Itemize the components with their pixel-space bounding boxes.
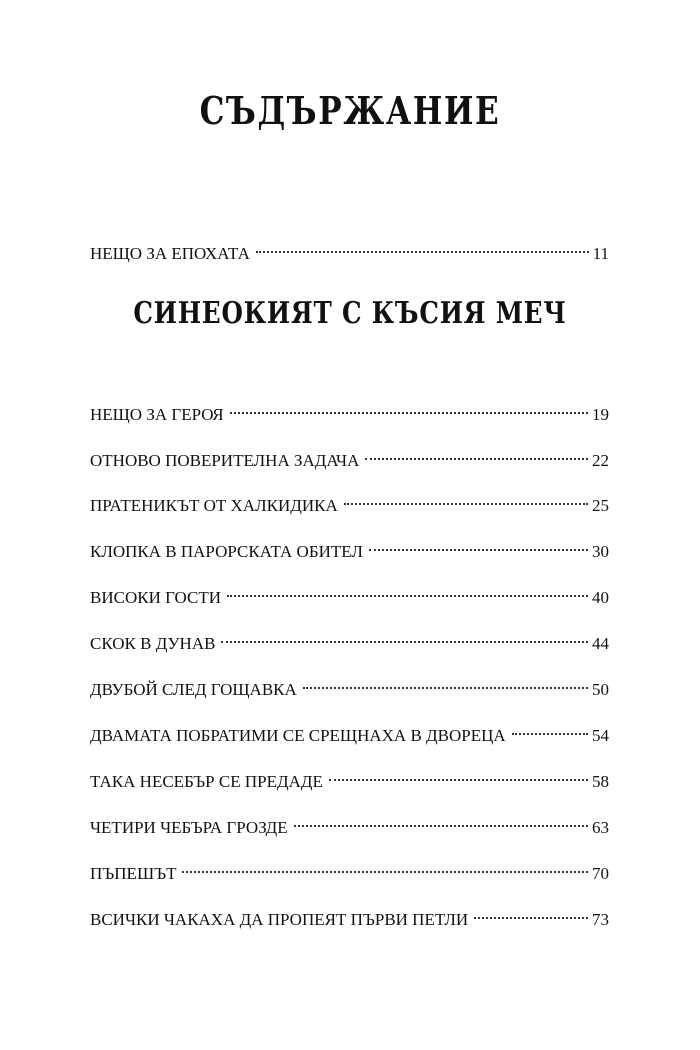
dot-leader bbox=[230, 412, 588, 414]
dot-leader bbox=[182, 871, 588, 873]
toc-entry-label: ПЪПЕШЪТ bbox=[90, 864, 177, 883]
toc-entry[interactable] bbox=[90, 862, 609, 886]
dot-leader bbox=[294, 825, 588, 827]
toc-entry-page-number: 70 bbox=[592, 864, 609, 883]
toc-entry-label: СКОК В ДУНАВ bbox=[90, 634, 216, 653]
toc-entry[interactable] bbox=[90, 678, 609, 702]
toc-entry-page-number: 73 bbox=[592, 910, 609, 929]
toc-entry-page-number: 25 bbox=[592, 496, 609, 515]
toc-entry-label: ОТНОВО ПОВЕРИТЕЛНА ЗАДАЧА bbox=[90, 451, 360, 470]
toc-entry[interactable] bbox=[90, 586, 609, 610]
toc-entry-page-number: 50 bbox=[592, 680, 609, 699]
toc-entry[interactable] bbox=[90, 724, 609, 748]
dot-leader bbox=[221, 641, 588, 643]
toc-entry[interactable] bbox=[90, 494, 609, 518]
toc-entry-page-number: 44 bbox=[592, 634, 609, 653]
toc-entry-intro[interactable] bbox=[90, 242, 609, 266]
toc-entry-label: ДВУБОЙ СЛЕД ГОЩАВКА bbox=[90, 680, 297, 699]
toc-entry[interactable] bbox=[90, 403, 609, 427]
toc-entry-label: КЛОПКА В ПАРОРСКАТА ОБИТЕЛ bbox=[90, 542, 363, 561]
dot-leader bbox=[329, 779, 588, 781]
toc-entry-label: НЕЩО ЗА ЕПОХАТА bbox=[90, 244, 250, 263]
dot-leader bbox=[256, 251, 589, 253]
page-title: СЪДЪРЖАНИЕ bbox=[199, 88, 501, 133]
section-title: СИНЕОКИЯТ С КЪСИЯ МЕЧ bbox=[133, 296, 567, 331]
dot-leader bbox=[303, 687, 588, 689]
toc-entry[interactable] bbox=[90, 632, 609, 656]
toc-entry[interactable] bbox=[90, 908, 609, 932]
toc-entry-label: ВСИЧКИ ЧАКАХА ДА ПРОПЕЯТ ПЪРВИ ПЕТЛИ bbox=[90, 910, 469, 929]
toc-entry[interactable] bbox=[90, 770, 609, 794]
toc-entry-page-number: 63 bbox=[592, 818, 609, 837]
toc-entry-page-number: 58 bbox=[592, 772, 609, 791]
toc-entry-page-number: 19 bbox=[592, 405, 609, 424]
dot-leader bbox=[474, 917, 588, 919]
dot-leader bbox=[344, 503, 588, 505]
toc-entry-page-number: 54 bbox=[592, 726, 609, 745]
toc-entry-page-number: 40 bbox=[592, 588, 609, 607]
toc-entry-label: ПРАТЕНИКЪТ ОТ ХАЛКИДИКА bbox=[90, 496, 338, 515]
toc-entry-label: ДВАМАТА ПОБРАТИМИ СЕ СРЕЩНАХА В ДВОРЕЦА bbox=[90, 726, 506, 745]
toc-entry[interactable] bbox=[90, 449, 609, 473]
dot-leader bbox=[365, 458, 588, 460]
dot-leader bbox=[369, 549, 588, 551]
toc-entry-label: ВИСОКИ ГОСТИ bbox=[90, 588, 221, 607]
toc-entry-page-number: 30 bbox=[592, 542, 609, 561]
toc-entry-label: ЧЕТИРИ ЧЕБЪРА ГРОЗДЕ bbox=[90, 818, 288, 837]
dot-leader bbox=[512, 733, 588, 735]
toc-entry-label: НЕЩО ЗА ГЕРОЯ bbox=[90, 405, 224, 424]
toc-entry-label: ТАКА НЕСЕБЪР СЕ ПРЕДАДЕ bbox=[90, 772, 323, 791]
dot-leader bbox=[227, 595, 588, 597]
toc-entry-page-number: 22 bbox=[592, 451, 609, 470]
toc-entry[interactable] bbox=[90, 816, 609, 840]
toc-entry-page-number: 11 bbox=[592, 244, 609, 263]
toc-entry[interactable] bbox=[90, 540, 609, 564]
